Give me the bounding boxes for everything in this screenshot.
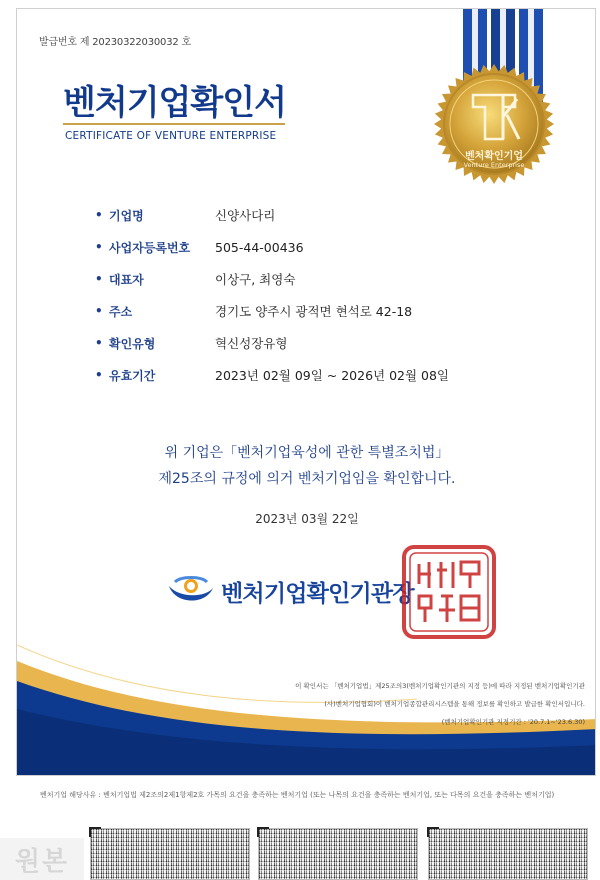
- issue-number: 발급번호 제 20230322030032 호: [39, 37, 191, 48]
- field-label: 기업명: [109, 208, 144, 223]
- note-line: 이 확인서는 「벤처기업법」제25조의3(벤처기업확인기관의 지정 등)에 따라 지정된 벤처기업확인기관: [295, 682, 585, 690]
- confirmation-statement: [17, 440, 596, 492]
- field-value: 신양사다리: [215, 208, 276, 223]
- field-row-confirmation-type: [95, 327, 535, 359]
- venture-reason-footnote: 벤처기업 해당사유 : 벤처기업법 제2조의2제1항제2호 가목의 요건을 충족하는 벤처기업 (또는 나목의 요건을 충족하는 벤처기업, 또는 다목의 요건을 충족하는 벤처기업): [40, 791, 555, 799]
- field-label: 주소: [109, 304, 133, 319]
- statement-line: 제25조의 규정에 의거 벤처기업임을 확인합니다.: [158, 471, 456, 487]
- certificate-fields: [95, 199, 535, 391]
- bullet: •: [95, 208, 103, 222]
- issuer: [167, 571, 414, 611]
- field-label: 대표자: [109, 272, 144, 287]
- field-value: 혁신성장유형: [215, 336, 288, 351]
- field-label: 유효기간: [109, 368, 156, 383]
- field-label: 확인유형: [109, 336, 156, 351]
- certificate-title: 벤처기업확인서: [63, 83, 286, 123]
- original-watermark: [0, 838, 84, 880]
- seal-label-en: Venture Enterprise: [463, 161, 525, 169]
- bullet: •: [95, 272, 103, 286]
- note-line: (사)벤처기업협회)이 벤처기업종합관리시스템을 통해 정보를 확인하고 발급한 확인서입니다.: [324, 700, 585, 708]
- field-row-company: [95, 199, 535, 231]
- seal-label: 벤처확인기업: [465, 151, 523, 162]
- bullet: •: [95, 240, 103, 254]
- field-value: 경기도 양주시 광적면 현석로 42-18: [215, 304, 413, 319]
- certificate-notes: [125, 677, 585, 731]
- certificate-document: [16, 8, 596, 776]
- field-value: 2023년 02월 09일 ~ 2026년 02월 08일: [215, 368, 450, 383]
- verification-barcode: [258, 828, 418, 880]
- field-label: 사업자등록번호: [109, 240, 191, 255]
- verification-barcode: [428, 828, 588, 880]
- field-row-address: [95, 295, 535, 327]
- bullet: •: [95, 336, 103, 350]
- issue-date: 2023년 03월 22일: [255, 512, 359, 526]
- field-value: 505-44-00436: [215, 239, 304, 255]
- statement-line: 위 기업은「벤처기업육성에 관한 특별조치법」: [164, 445, 450, 461]
- bullet: •: [95, 304, 103, 318]
- bullet: •: [95, 368, 103, 382]
- field-row-validity: [95, 359, 535, 391]
- field-value: 이상구, 최영숙: [215, 272, 296, 287]
- issuer-logo-icon: [167, 574, 215, 608]
- note-line: (벤처기업확인기관 지정기간 : '20.7.1~'23.6.30): [441, 718, 585, 726]
- venture-seal-icon: [429, 59, 559, 189]
- verification-barcode: [90, 828, 250, 880]
- issuer-name: 벤처기업확인기관장: [221, 580, 414, 607]
- official-stamp-icon: [401, 544, 497, 640]
- certificate-subtitle: CERTIFICATE OF VENTURE ENTERPRISE: [65, 130, 277, 142]
- title-underline: [63, 123, 285, 125]
- watermark-text: 원본: [14, 846, 70, 877]
- field-row-representative: [95, 263, 535, 295]
- field-row-business-number: [95, 231, 535, 263]
